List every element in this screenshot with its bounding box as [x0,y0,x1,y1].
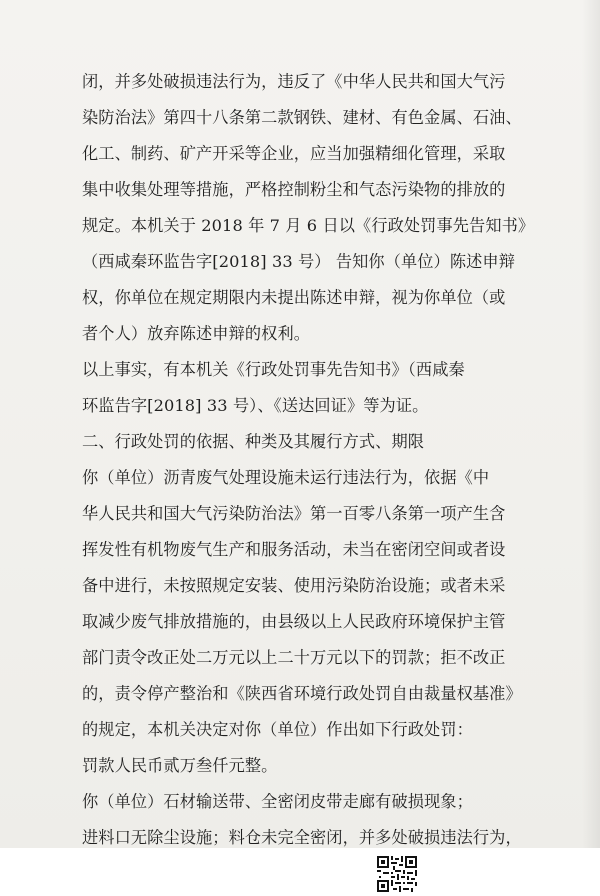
text-line-5: 规定。本机关于 2018 年 7 月 6 日以《行政处罚事先告知书》 [82,216,535,235]
text-line-2: 染防治法》第四十八条第二款钢铁、建材、有色金属、石油、 [82,108,522,127]
penalty-amount: 罚款人民币贰万叁仟元整。 [82,756,278,775]
text-line-12: 你（单位）沥青废气处理设施未运行违法行为，依据《中 [82,468,490,487]
text-line-3: 化工、制药、矿产开采等企业，应当加强精细化管理，采取 [82,144,506,163]
section-heading-2: 二、行政处罚的依据、种类及其履行方式、期限 [82,432,425,451]
text-line-13: 华人民共和国大气污染防治法》第一百零八条第一项产生含 [82,504,506,523]
text-line-21: 你（单位）石材输送带、全密闭皮带走廊有破损现象； [82,792,473,811]
text-line-6: （西咸秦环监告字[2018] 33 号） 告知你（单位）陈述申辩 [82,252,515,271]
qr-code-icon [375,854,419,894]
text-line-7: 权，你单位在规定期限内未提出陈述申辩，视为你单位（或 [82,288,506,307]
footer-band [0,848,600,896]
text-line-19: 的规定，本机关决定对你（单位）作出如下行政处罚： [82,720,473,739]
text-line-8: 者个人）放弃陈述申辩的权利。 [82,324,311,343]
text-line-10: 环监告字[2018] 33 号）、《送达回证》等为证。 [82,396,429,415]
text-line-1: 闭，并多处破损违法行为，违反了《中华人民共和国大气污 [82,72,506,91]
text-line-16: 取减少废气排放措施的，由县级以上人民政府环境保护主管 [82,612,506,631]
text-line-17: 部门责令改正处二万元以上二十万元以下的罚款；拒不改正 [82,648,506,667]
text-line-15: 备中进行，未按照规定安装、使用污染防治设施；或者未采 [82,576,506,595]
text-line-4: 集中收集处理等措施，严格控制粉尘和气态污染物的排放的 [82,180,506,199]
text-line-18: 的，责令停产整治和《陕西省环境行政处罚自由裁量权基准》 [82,684,522,703]
text-line-9: 以上事实，有本机关《行政处罚事先告知书》（西咸秦 [82,360,465,379]
text-line-14: 挥发性有机物废气生产和服务活动，未当在密闭空间或者设 [82,540,506,559]
text-line-22: 进料口无除尘设施；料仓未完全密闭，并多处破损违法行为， [82,828,522,847]
